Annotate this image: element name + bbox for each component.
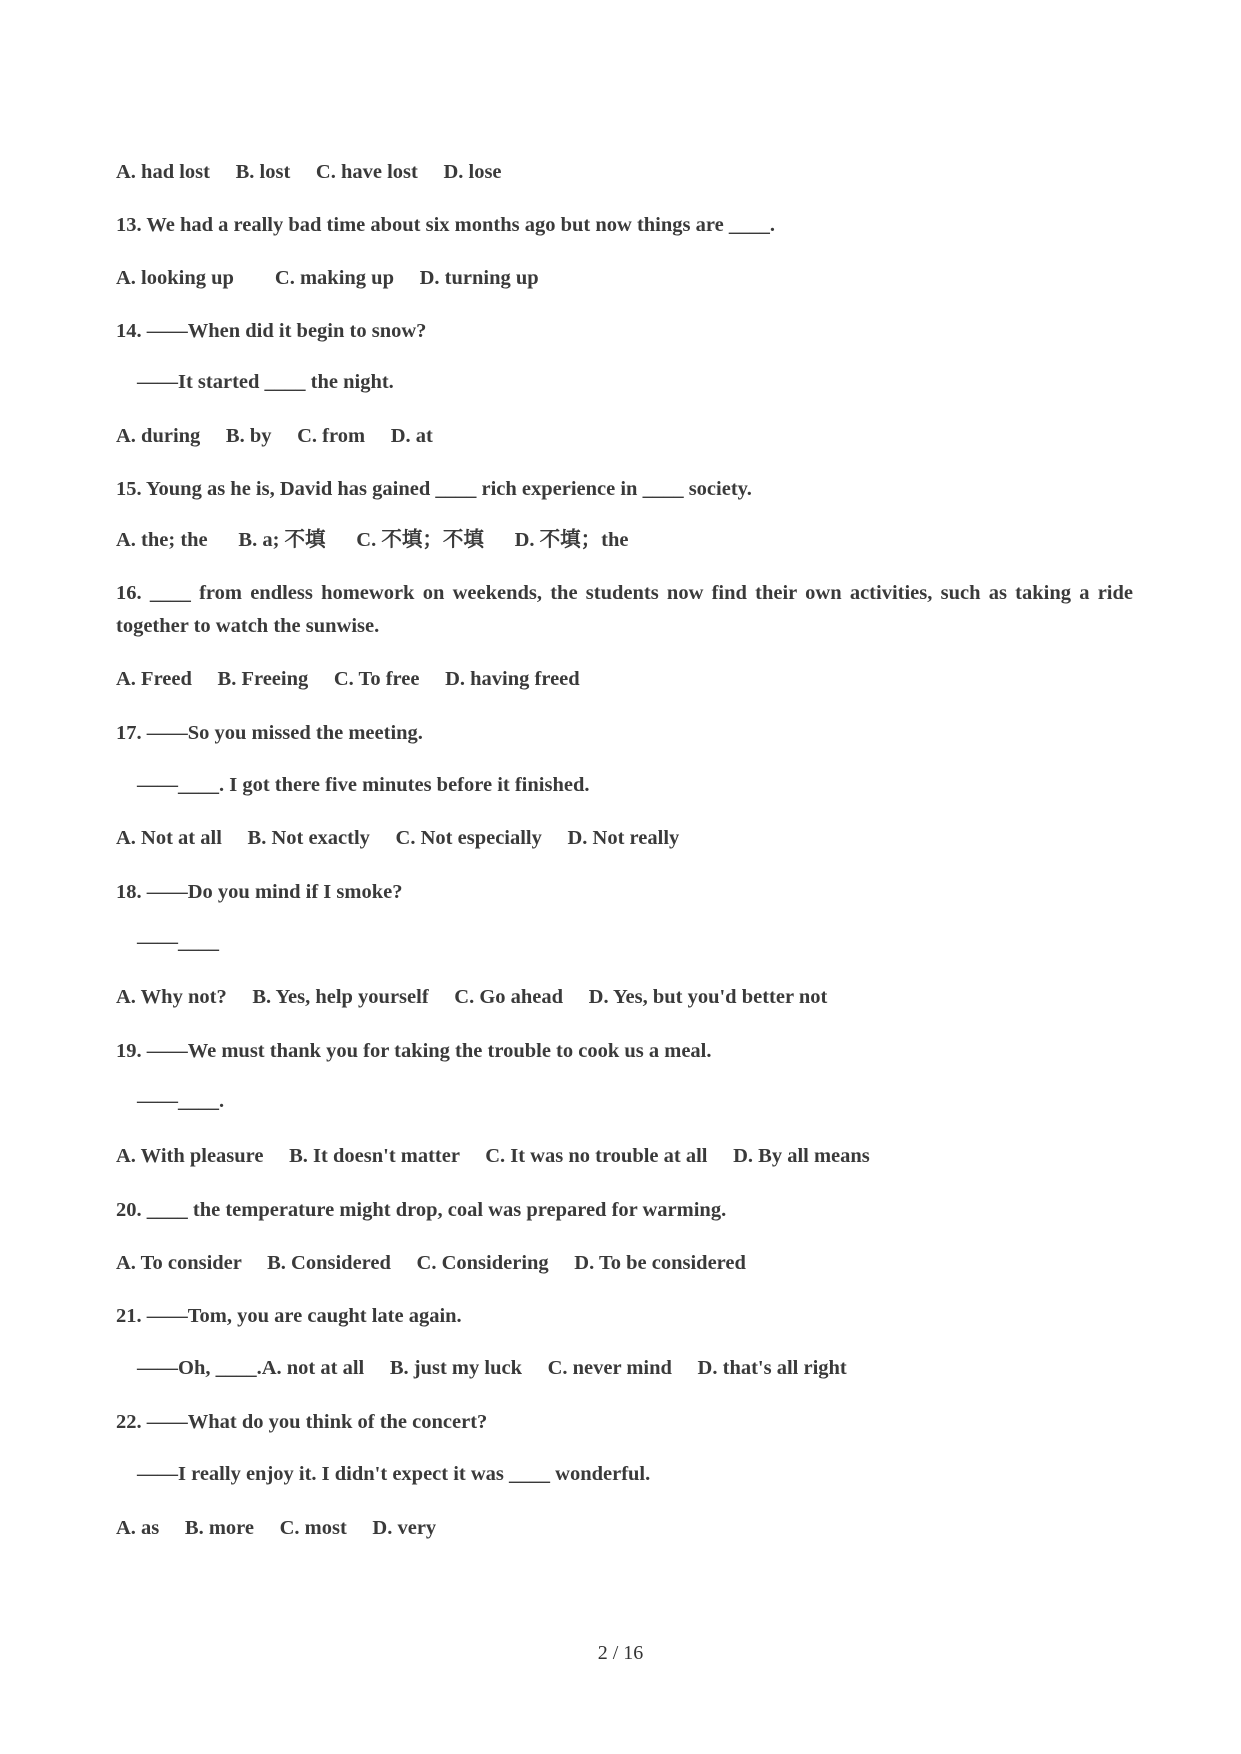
q15-stem: 15. Young as he is, David has gained ____ rich experience in ____ society. xyxy=(116,478,752,500)
q18-options: A. Why not? B. Yes, help yourself C. Go ahead D. Yes, but you'd better not xyxy=(116,986,828,1008)
q22-stem: 22. ——What do you think of the concert? xyxy=(116,1411,488,1433)
q20-stem: 20. ____ the temperature might drop, coal was prepared for warming. xyxy=(116,1199,727,1221)
q19-options: A. With pleasure B. It doesn't matter C. It was no trouble at all D. By all means xyxy=(116,1145,870,1167)
q22-options: A. as B. more C. most D. very xyxy=(116,1517,437,1539)
q14-reply: ——It started ____ the night. xyxy=(137,371,394,393)
q19-reply: ——____. xyxy=(137,1090,225,1112)
q16-options: A. Freed B. Freeing C. To free D. having freed xyxy=(116,668,580,690)
q16-stem: 16. ____ from endless homework on weekends, the students now find their own activities, such as taking a ride together to watch the sunwise. xyxy=(116,582,1133,637)
q12-options: A. had lost B. lost C. have lost D. lose xyxy=(116,161,502,183)
q13-options: A. looking up C. making up D. turning up xyxy=(116,267,539,289)
q17-reply: ——____. I got there five minutes before it finished. xyxy=(137,774,590,796)
q21-stem: 21. ——Tom, you are caught late again. xyxy=(116,1305,462,1327)
q21-reply-options: ——Oh, ____.A. not at all B. just my luck C. never mind D. that's all right xyxy=(137,1357,847,1379)
q17-options: A. Not at all B. Not exactly C. Not especially D. Not really xyxy=(116,827,680,849)
q14-stem: 14. ——When did it begin to snow? xyxy=(116,320,427,342)
q14-options: A. during B. by C. from D. at xyxy=(116,425,433,447)
q18-reply: ——____ xyxy=(137,931,219,953)
q15-options: A. the; the B. a; 不填 C. 不填；不填 D. 不填；the xyxy=(116,529,629,551)
q18-stem: 18. ——Do you mind if I smoke? xyxy=(116,881,403,903)
page-number: 2 / 16 xyxy=(597,1642,644,1664)
q13-stem: 13. We had a really bad time about six months ago but now things are ____. xyxy=(116,214,775,236)
q17-stem: 17. ——So you missed the meeting. xyxy=(116,722,423,744)
q20-options: A. To consider B. Considered C. Considering D. To be considered xyxy=(116,1252,746,1274)
q22-reply: ——I really enjoy it. I didn't expect it was ____ wonderful. xyxy=(137,1463,651,1485)
q19-stem: 19. ——We must thank you for taking the trouble to cook us a meal. xyxy=(116,1040,712,1062)
